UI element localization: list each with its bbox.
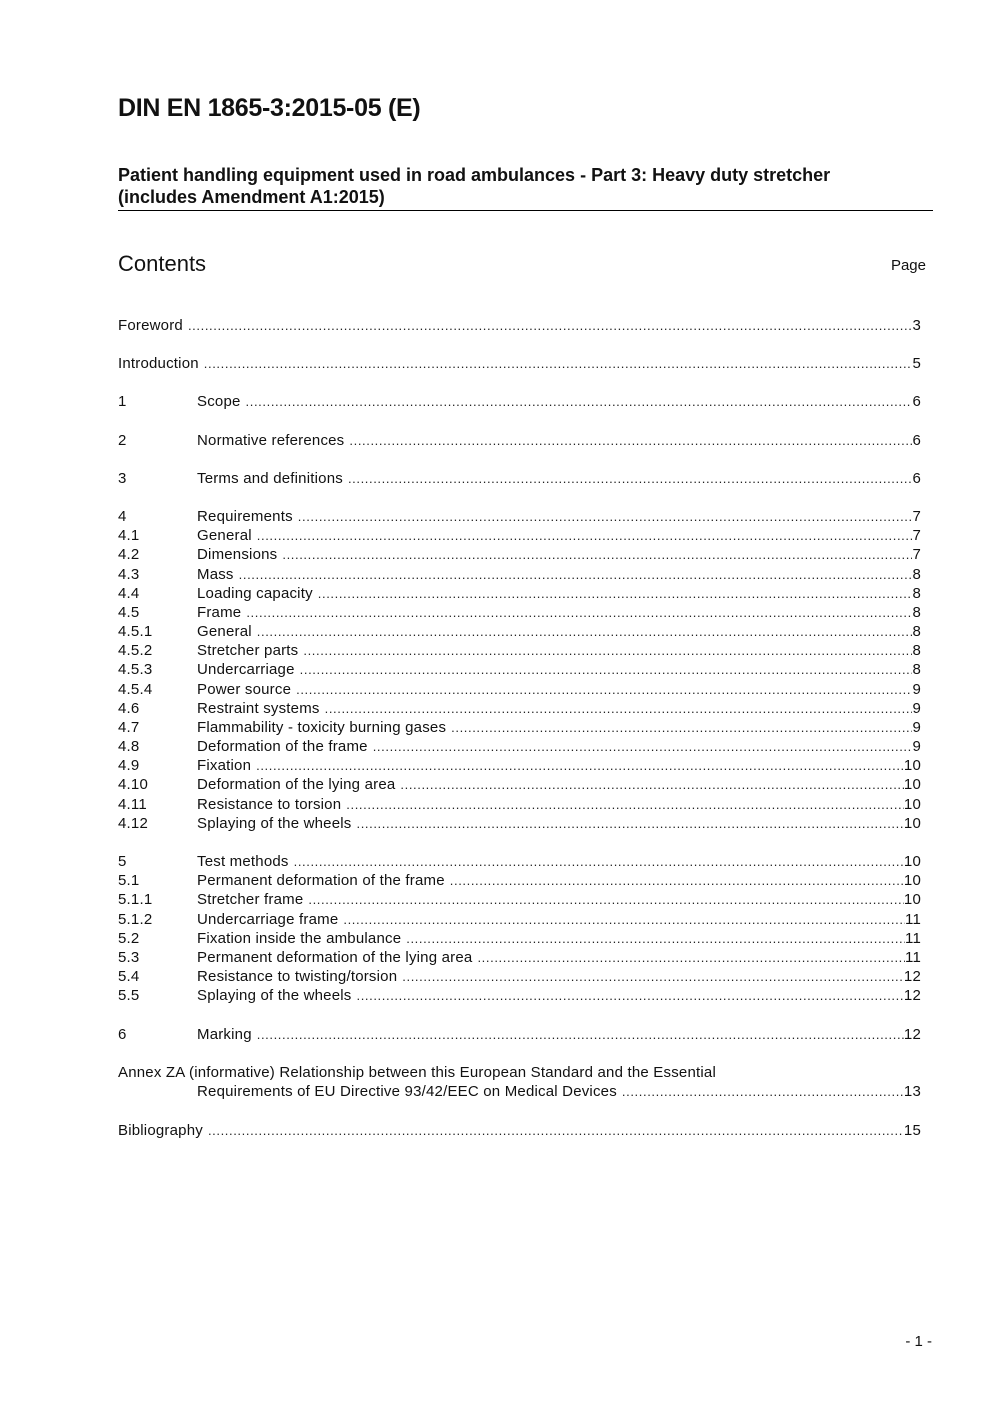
contents-heading: Contents xyxy=(118,251,207,276)
toc-entry-title: Terms and definitions xyxy=(197,470,343,487)
toc-entry[interactable] xyxy=(118,565,921,584)
toc-entry[interactable] xyxy=(118,316,921,335)
toc-entry-title: Loading capacity xyxy=(197,585,313,602)
toc-leader-dots xyxy=(257,1025,904,1044)
toc-entry-title: Resistance to twisting/torsion xyxy=(197,968,398,985)
toc-entry-title: Stretcher parts xyxy=(197,642,299,659)
toc-entry[interactable] xyxy=(118,890,921,909)
toc-leader-dots xyxy=(406,929,905,948)
toc-leader-dots xyxy=(346,795,904,814)
toc-entry-title: Undercarriage frame xyxy=(197,911,339,928)
toc-entry[interactable] xyxy=(118,737,921,756)
page-number: - 1 - xyxy=(905,1333,932,1350)
toc-entry-page: 10 xyxy=(903,872,921,889)
toc-entry[interactable] xyxy=(118,986,921,1005)
toc-entry-number: 5.1.1 xyxy=(118,891,153,908)
toc-leader-dots xyxy=(325,699,913,718)
toc-entry-number: 4.5.2 xyxy=(118,642,153,659)
toc-entry-number: 4.1 xyxy=(118,527,140,544)
toc-entry-page: 9 xyxy=(912,719,921,736)
toc-leader-dots xyxy=(308,890,904,909)
toc-entry-title: Introduction xyxy=(118,355,199,372)
toc-leader-dots xyxy=(451,718,912,737)
toc-entry-number: 4.10 xyxy=(118,776,148,793)
toc-leader-dots xyxy=(208,1121,904,1140)
toc-entry-title: Fixation xyxy=(197,757,252,774)
toc-entry[interactable] xyxy=(118,1025,921,1044)
toc-entry-page: 15 xyxy=(903,1122,921,1139)
page-column-label: Page xyxy=(890,257,926,274)
toc-entry-number: 5.1.2 xyxy=(118,911,153,928)
toc-entry-title: Bibliography xyxy=(118,1122,203,1139)
toc-leader-dots xyxy=(188,316,912,335)
toc-leader-dots xyxy=(294,852,904,871)
toc-leader-dots xyxy=(257,526,913,545)
toc-entry[interactable] xyxy=(118,584,921,603)
toc-entry-number: 5.5 xyxy=(118,987,140,1004)
toc-leader-dots xyxy=(246,392,913,411)
toc-entry[interactable] xyxy=(118,680,921,699)
toc-entry[interactable] xyxy=(118,852,921,871)
toc-entry-title: Requirements xyxy=(197,508,293,525)
toc-entry[interactable] xyxy=(118,699,921,718)
document-title-line-2: (includes Amendment A1:2015) xyxy=(118,187,385,207)
toc-entry-number: 4.7 xyxy=(118,719,140,736)
toc-entry-page: 6 xyxy=(912,470,921,487)
toc-entry-title: Foreword xyxy=(118,317,183,334)
toc-entry-page: 10 xyxy=(903,776,921,793)
toc-entry-page: 7 xyxy=(912,508,921,525)
toc-entry-page: 11 xyxy=(905,930,921,947)
toc-entry[interactable] xyxy=(118,622,921,641)
toc-entry[interactable] xyxy=(118,603,921,622)
toc-leader-dots xyxy=(402,967,904,986)
toc-leader-dots xyxy=(300,660,913,679)
toc-entry-title: Deformation of the frame xyxy=(197,738,368,755)
toc-leader-dots xyxy=(400,775,904,794)
toc-entry-page: 9 xyxy=(912,681,921,698)
toc-entry-number: 4.12 xyxy=(118,815,148,832)
toc-entry[interactable] xyxy=(118,910,921,929)
toc-entry-number: 4.5.4 xyxy=(118,681,153,698)
toc-entry-page: 10 xyxy=(903,853,921,870)
toc-entry-number: 4.5.3 xyxy=(118,661,153,678)
toc-entry-annex[interactable] xyxy=(197,1082,921,1101)
toc-entry-number: 4 xyxy=(118,508,127,525)
annex-title-line-1: Annex ZA (informative) Relationship between this European Standard and the Essential xyxy=(118,1064,716,1081)
toc-entry-title: Marking xyxy=(197,1026,252,1043)
toc-entry-title: Scope xyxy=(197,393,241,410)
toc-entry-page: 10 xyxy=(903,815,921,832)
toc-entry-page: 10 xyxy=(903,757,921,774)
toc-entry-page: 11 xyxy=(905,949,921,966)
toc-leader-dots xyxy=(343,910,905,929)
toc-leader-dots xyxy=(318,584,913,603)
toc-entry[interactable] xyxy=(118,775,921,794)
toc-entry-title: Power source xyxy=(197,681,292,698)
toc-entry-number: 5.2 xyxy=(118,930,140,947)
toc-entry-number: 4.2 xyxy=(118,546,140,563)
toc-entry-page: 12 xyxy=(903,1026,921,1043)
toc-entry[interactable] xyxy=(118,756,921,775)
toc-entry-page: 6 xyxy=(912,432,921,449)
toc-entry-title: General xyxy=(197,527,252,544)
toc-entry[interactable] xyxy=(118,660,921,679)
toc-entry-number: 4.8 xyxy=(118,738,140,755)
toc-entry-page: 7 xyxy=(912,527,921,544)
toc-entry-title: Flammability - toxicity burning gases xyxy=(197,719,447,736)
toc-entry[interactable] xyxy=(118,431,921,450)
toc-entry-page: 8 xyxy=(912,642,921,659)
toc-entry-page: 3 xyxy=(912,317,921,334)
toc-leader-dots xyxy=(282,545,912,564)
toc-entry-number: 3 xyxy=(118,470,127,487)
toc-entry-title: Frame xyxy=(197,604,242,621)
toc-entry-number: 4.6 xyxy=(118,700,140,717)
toc-entry[interactable] xyxy=(118,469,921,488)
toc-entry-page: 8 xyxy=(912,566,921,583)
toc-entry-title: Permanent deformation of the frame xyxy=(197,872,445,889)
toc-entry[interactable] xyxy=(118,641,921,660)
toc-leader-dots xyxy=(204,354,913,373)
toc-entry-page: 6 xyxy=(912,393,921,410)
toc-entry-number: 4.3 xyxy=(118,566,140,583)
toc-entry-page: 8 xyxy=(912,585,921,602)
toc-entry-title: Permanent deformation of the lying area xyxy=(197,949,473,966)
toc-entry[interactable] xyxy=(118,795,921,814)
toc-leader-dots xyxy=(296,680,912,699)
toc-entry-page: 5 xyxy=(912,355,921,372)
toc-entry-page: 13 xyxy=(903,1083,921,1100)
toc-entry[interactable] xyxy=(118,967,921,986)
toc-entry-number: 5 xyxy=(118,853,127,870)
toc-entry-number: 5.3 xyxy=(118,949,140,966)
toc-leader-dots xyxy=(373,737,913,756)
toc-leader-dots xyxy=(239,565,913,584)
toc-entry-title: Splaying of the wheels xyxy=(197,815,352,832)
toc-entry-title: Mass xyxy=(197,566,234,583)
toc-entry-page: 10 xyxy=(903,891,921,908)
toc-entry[interactable] xyxy=(118,392,921,411)
toc-entry-number: 4.5.1 xyxy=(118,623,153,640)
toc-entry-title: Requirements of EU Directive 93/42/EEC on Medical Devices xyxy=(197,1083,617,1100)
document-id: DIN EN 1865-3:2015-05 (E) xyxy=(118,94,421,122)
toc-entry[interactable] xyxy=(118,814,921,833)
toc-entry-title: Fixation inside the ambulance xyxy=(197,930,402,947)
toc-entry-number: 4.5 xyxy=(118,604,140,621)
toc-entry-page: 12 xyxy=(903,968,921,985)
toc-entry-page: 10 xyxy=(903,796,921,813)
toc-entry-number: 1 xyxy=(118,393,127,410)
toc-entry-title: Restraint systems xyxy=(197,700,320,717)
toc-leader-dots xyxy=(257,622,913,641)
toc-leader-dots xyxy=(357,986,904,1005)
toc-entry-title: Dimensions xyxy=(197,546,278,563)
toc-entry-title: General xyxy=(197,623,252,640)
toc-entry-title: Stretcher frame xyxy=(197,891,304,908)
toc-entry-page: 11 xyxy=(905,911,921,928)
toc-entry-page: 7 xyxy=(912,546,921,563)
toc-entry[interactable] xyxy=(118,545,921,564)
toc-entry-title: Splaying of the wheels xyxy=(197,987,352,1004)
toc-leader-dots xyxy=(348,469,913,488)
toc-entry[interactable] xyxy=(118,948,921,967)
toc-entry-title: Deformation of the lying area xyxy=(197,776,396,793)
toc-leader-dots xyxy=(357,814,904,833)
toc-entry[interactable] xyxy=(118,507,921,526)
toc-entry-page: 9 xyxy=(912,738,921,755)
toc-leader-dots xyxy=(303,641,912,660)
toc-entry[interactable] xyxy=(118,929,921,948)
toc-entry-page: 8 xyxy=(912,661,921,678)
toc-entry-number: 4.4 xyxy=(118,585,140,602)
toc-leader-dots xyxy=(477,948,905,967)
toc-entry-title: Normative references xyxy=(197,432,345,449)
toc-leader-dots xyxy=(246,603,912,622)
toc-entry-title: Undercarriage xyxy=(197,661,295,678)
toc-entry-page: 12 xyxy=(903,987,921,1004)
document-title-line-1: Patient handling equipment used in road ambulances - Part 3: Heavy duty stretcher xyxy=(118,165,831,185)
toc-entry-number: 5.4 xyxy=(118,968,140,985)
toc-leader-dots xyxy=(622,1082,904,1101)
toc-entry-page: 8 xyxy=(912,604,921,621)
toc-entry[interactable] xyxy=(118,354,921,373)
toc-leader-dots xyxy=(298,507,913,526)
toc-entry[interactable] xyxy=(118,526,921,545)
toc-entry-title: Resistance to torsion xyxy=(197,796,342,813)
toc-entry-number: 4.11 xyxy=(118,796,147,813)
toc-entry-number: 2 xyxy=(118,432,127,449)
toc-leader-dots xyxy=(256,756,904,775)
toc-entry[interactable] xyxy=(118,718,921,737)
toc-entry-number: 5.1 xyxy=(118,872,140,889)
toc-leader-dots xyxy=(349,431,912,450)
toc-leader-dots xyxy=(450,871,904,890)
toc-entry[interactable] xyxy=(118,871,921,890)
toc-entry-number: 6 xyxy=(118,1026,127,1043)
toc-entry-number: 4.9 xyxy=(118,757,140,774)
toc-entry-page: 9 xyxy=(912,700,921,717)
toc-entry-page: 8 xyxy=(912,623,921,640)
toc-entry-title: Test methods xyxy=(197,853,289,870)
toc-entry-bibliography[interactable] xyxy=(118,1121,921,1140)
